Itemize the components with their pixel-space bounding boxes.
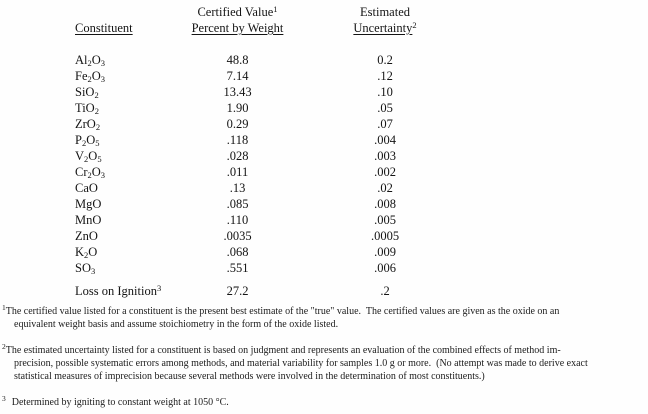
uncertainty-header — [305, 20, 465, 36]
certified-value: .551 — [226, 261, 249, 275]
left-margin-spacer — [0, 180, 75, 196]
constituent-formula: $K_2O$ — [75, 245, 98, 260]
left-margin-spacer — [0, 244, 75, 260]
left-margin-spacer — [0, 100, 75, 116]
left-margin-spacer — [0, 260, 75, 276]
certified-value-header-line1 — [170, 4, 305, 20]
estimated-uncertainty: .005 — [374, 213, 396, 227]
estimated-uncertainty: .07 — [377, 117, 393, 131]
constituent-header — [75, 20, 170, 36]
certified-value: 7.14 — [226, 69, 249, 83]
left-margin-spacer — [0, 116, 75, 132]
left-margin-spacer — [0, 148, 75, 164]
table-header — [0, 4, 648, 36]
constituent-formula: SiO$_2$ — [75, 85, 99, 100]
footnote-1-marker: 1 — [2, 305, 6, 312]
footnote-2-marker: 2 — [2, 344, 6, 351]
constituent-formula: $SO_3$ — [75, 261, 96, 276]
footnote-2-text-1: The estimated uncertainty listed for a constituent is based on judgment and represents an evaluation of the combined effects of method im- — [5, 345, 561, 356]
footnote-3-marker: 3 — [2, 396, 6, 403]
table-row — [0, 100, 648, 116]
estimated-uncertainty: .002 — [374, 165, 396, 179]
estimated-uncertainty: 0.2 — [377, 53, 393, 67]
table-row — [0, 116, 648, 132]
loss-on-ignition-text: Loss on Ignition — [75, 284, 157, 298]
left-margin-spacer — [0, 132, 75, 148]
footnote-1-line-1 — [2, 305, 648, 318]
left-margin-spacer — [0, 196, 75, 212]
constituent-formula: $Al_2O_3$ — [75, 53, 106, 68]
certified-value: .110 — [226, 213, 249, 227]
left-margin-spacer — [0, 212, 75, 228]
certified-value: .13 — [229, 181, 246, 195]
estimated-uncertainty: .006 — [374, 261, 396, 275]
percent-by-weight-header-text: Percent by Weight — [191, 21, 284, 35]
table-row — [0, 228, 648, 244]
table-header-line-1 — [0, 4, 648, 20]
constituent-formula: CaO — [75, 181, 98, 195]
table-row — [0, 68, 648, 84]
certified-value: .011 — [226, 165, 249, 179]
footnote-2-line-1 — [2, 344, 648, 357]
constituent-formula: ZnO — [75, 229, 98, 243]
uncertainty-footnote-ref: 2 — [412, 20, 417, 30]
estimated-uncertainty: .12 — [377, 69, 393, 83]
constituent-formula: MgO — [75, 197, 102, 211]
left-margin-spacer — [0, 84, 75, 100]
table-row — [0, 164, 648, 180]
certified-value: 48.8 — [226, 53, 249, 67]
loss-on-ignition-footnote-ref: 3 — [156, 283, 162, 293]
certified-value-header-text: Certified Value — [197, 5, 274, 19]
estimated-uncertainty: .004 — [374, 133, 396, 147]
certified-value: .118 — [226, 133, 249, 147]
table-row — [0, 212, 648, 228]
certified-value-footnote-ref: 1 — [273, 4, 278, 14]
estimated-uncertainty: .009 — [374, 245, 396, 259]
table-row — [0, 148, 648, 164]
loss-on-ignition-uncertainty: .2 — [380, 284, 390, 298]
constituent-formula: ZrO$_2$ — [75, 117, 101, 132]
estimated-uncertainty: .008 — [374, 197, 396, 211]
loss-on-ignition-row — [0, 283, 648, 300]
percent-by-weight-header — [170, 20, 305, 36]
footnote-2-line-2: precision, possible systematic errors among methods, and material variability for samples 1.0 g or more. (No attempt was made to derive exact — [14, 358, 588, 369]
constituent-formula: $V_2O_5$ — [75, 149, 102, 164]
table-row — [0, 244, 648, 260]
footnote-1-text-1: The certified value listed for a constituent is the present best estimate of the "true" value. The certified values are given as the oxide on an — [5, 306, 560, 317]
loss-on-ignition-certified-value: 27.2 — [226, 284, 249, 298]
table-header-line-2 — [0, 20, 648, 36]
left-margin-spacer — [0, 164, 75, 180]
certified-value: .0035 — [223, 229, 252, 243]
constituent-formula: $P_2O_5$ — [75, 133, 100, 148]
table-row — [0, 180, 648, 196]
left-margin-spacer — [0, 4, 75, 20]
table-body — [0, 52, 648, 276]
uncertainty-header-text: Uncertainty — [353, 21, 413, 35]
constituent-header-spacer — [75, 4, 170, 20]
table-row — [0, 84, 648, 100]
table-row — [0, 52, 648, 68]
estimated-uncertainty: .05 — [377, 101, 393, 115]
footnote-3 — [2, 396, 648, 409]
constituent-formula: MnO — [75, 213, 102, 227]
footnote-3-text: Determined by igniting to constant weight at 1050 °C. — [11, 397, 229, 408]
left-margin-spacer — [0, 20, 75, 36]
left-margin-spacer — [0, 228, 75, 244]
table-row — [0, 132, 648, 148]
estimated-uncertainty: .003 — [374, 149, 396, 163]
table-row — [0, 260, 648, 276]
footnotes-section — [0, 305, 648, 409]
footnote-1-line-2: equivalent weight basis and assume stoichiometry in the form of the oxide listed. — [14, 319, 339, 330]
certified-value: .085 — [226, 197, 249, 211]
certified-value: .068 — [226, 245, 249, 259]
certified-value: 0.29 — [226, 117, 249, 131]
constituent-formula: TiO$_2$ — [75, 101, 99, 116]
estimated-header-line1 — [305, 4, 465, 20]
estimated-header-text: Estimated — [360, 5, 410, 19]
constituent-formula: $Fe_2O_3$ — [75, 69, 106, 84]
left-margin-spacer — [0, 283, 75, 300]
estimated-uncertainty: .0005 — [370, 229, 400, 243]
left-margin-spacer — [0, 68, 75, 84]
estimated-uncertainty: .10 — [377, 85, 393, 99]
certified-value: .028 — [226, 149, 249, 163]
footnote-1 — [2, 305, 648, 331]
certified-value: 13.43 — [223, 85, 252, 99]
table-row — [0, 196, 648, 212]
footnote-2-line-3: statistical measures of imprecision because several methods were involved in the determination of most constituents.) — [14, 371, 485, 382]
footnote-3-line-1 — [2, 396, 648, 409]
constituent-formula: $Cr_2O_3$ — [75, 165, 106, 180]
loss-on-ignition-label — [75, 283, 170, 300]
footnote-2 — [2, 344, 648, 383]
estimated-uncertainty: .02 — [377, 181, 393, 195]
certified-value: 1.90 — [226, 101, 249, 115]
left-margin-spacer — [0, 52, 75, 68]
constituent-header-text: Constituent — [75, 21, 133, 35]
